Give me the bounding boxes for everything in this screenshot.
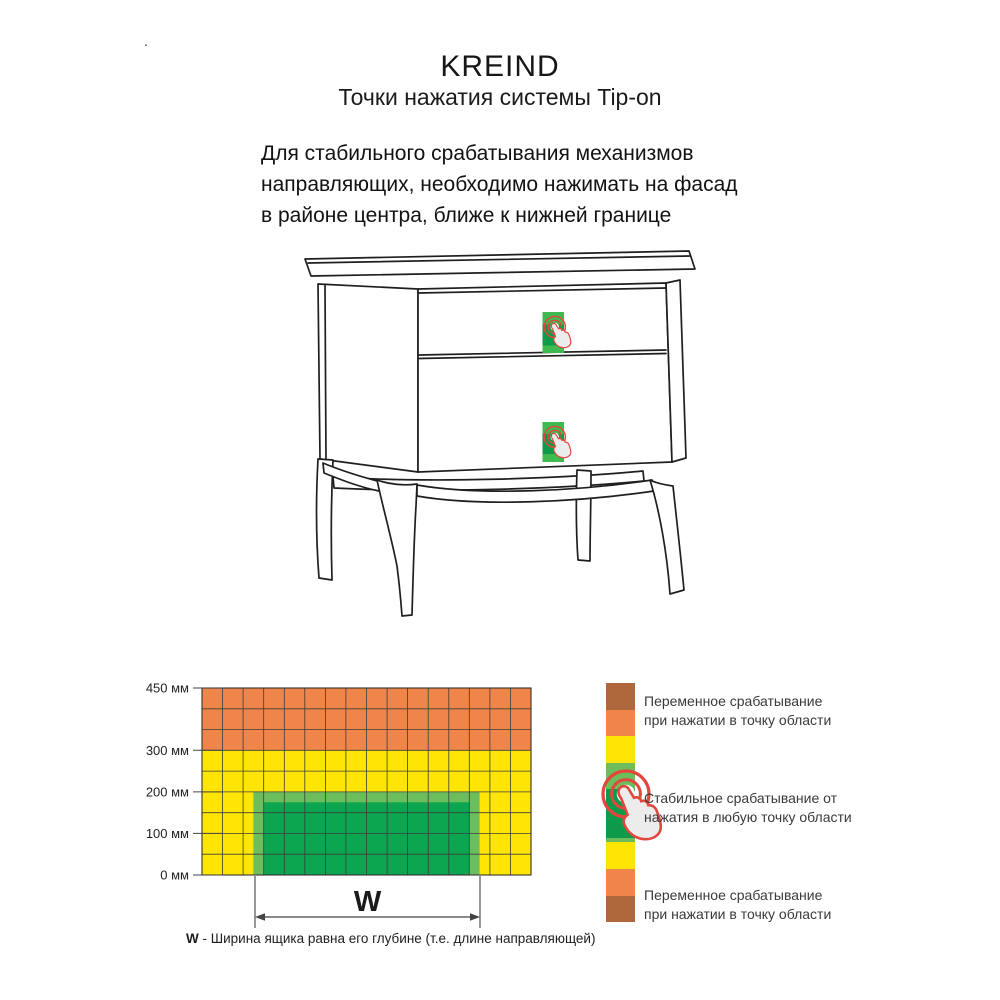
back-right-leg xyxy=(576,470,591,561)
description-line: в районе центра, ближе к нижней границе xyxy=(261,204,672,227)
legend-line: при нажатии в точку области xyxy=(644,906,832,922)
back-left-leg xyxy=(317,459,333,580)
caption-width-symbol: W xyxy=(186,931,199,946)
cabinet-left-stile-line xyxy=(325,285,326,461)
legend-line: Переменное срабатывание xyxy=(644,693,823,709)
description-paragraph xyxy=(261,138,781,231)
page-subtitle: Точки нажатия системы Tip-on xyxy=(338,84,662,110)
caption-text: - Ширина ящика равна его глубине (т.е. длине направляющей) xyxy=(202,931,596,946)
width-symbol: W xyxy=(353,886,382,918)
legend-segment-brown xyxy=(606,683,635,710)
legend-segment-yellow xyxy=(606,736,635,763)
legend-segment-brown xyxy=(606,896,635,923)
cabinet-side-panel xyxy=(318,284,418,472)
axis-label-450: 450 мм xyxy=(145,680,189,696)
axis-label-100: 100 мм xyxy=(145,825,189,841)
front-left-leg xyxy=(377,480,417,616)
nightstand-illustration xyxy=(240,245,710,630)
legend-line: Стабильное срабатывание от xyxy=(644,790,838,806)
legend-segment-orange xyxy=(606,869,635,896)
legend-item-stable xyxy=(644,789,852,827)
width-arrowhead-right xyxy=(470,913,480,921)
legend-segment-orange xyxy=(606,710,635,737)
legend-line: Переменное срабатывание xyxy=(644,887,823,903)
description-line: направляющих, необходимо нажимать на фасад xyxy=(261,173,738,196)
diagram-caption xyxy=(186,931,595,946)
description-line: Для стабильного срабатывания механизмов xyxy=(261,142,694,165)
axis-label-0: 0 мм xyxy=(160,867,189,883)
axis-label-200: 200 мм xyxy=(145,784,189,800)
width-arrowhead-left xyxy=(255,913,265,921)
legend-item-variable-bottom xyxy=(644,886,831,924)
legend-line: при нажатии в точку области xyxy=(644,712,832,728)
cabinet-top-molding xyxy=(305,251,695,276)
front-right-leg xyxy=(650,480,684,594)
stray-mark: . xyxy=(144,33,148,49)
legend-item-variable-top xyxy=(644,692,831,730)
legend-line: нажатия в любую точку области xyxy=(644,809,852,825)
axis-label-300: 300 мм xyxy=(145,742,189,758)
pressure-zone-diagram xyxy=(130,670,560,970)
brand-title: KREIND xyxy=(440,50,560,83)
